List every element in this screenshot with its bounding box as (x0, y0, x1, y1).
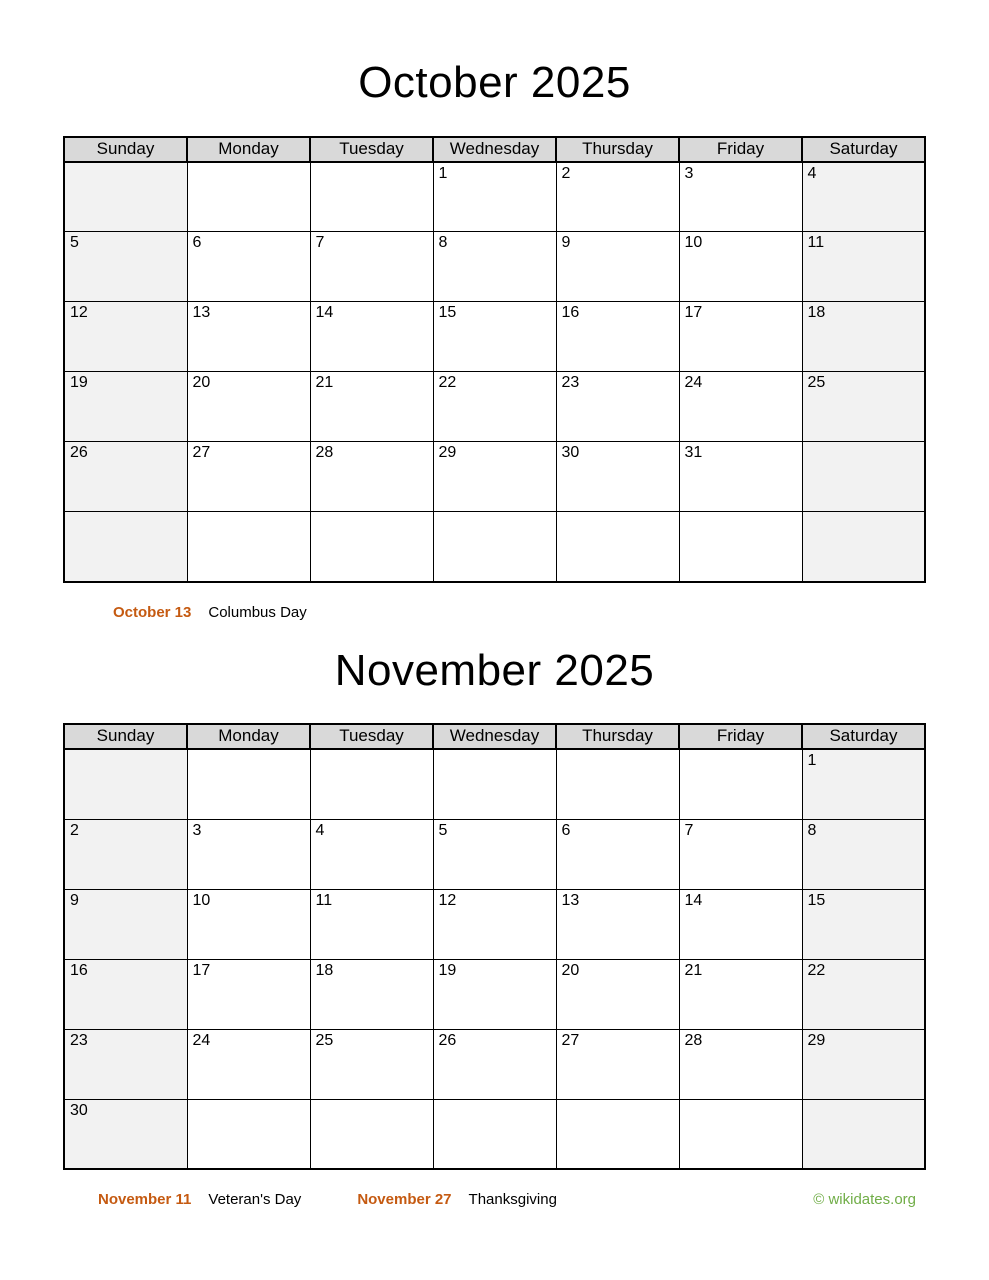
day-cell-20: 20 (187, 372, 310, 442)
day-cell-7: 7 (679, 819, 802, 889)
day-cell-13: 13 (187, 302, 310, 372)
day-header-wednesday: Wednesday (433, 724, 556, 749)
day-cell-25: 25 (310, 1029, 433, 1099)
weekday-header (64, 137, 925, 162)
wikidates-copyright-link[interactable]: © wikidates.org (813, 1191, 916, 1209)
day-cell-22: 22 (433, 372, 556, 442)
day-cell-17: 17 (679, 302, 802, 372)
month-section-november (0, 646, 989, 1210)
day-cell-3: 3 (679, 162, 802, 232)
day-cell-25: 25 (802, 372, 925, 442)
day-cell-20: 20 (556, 959, 679, 1029)
day-cell-6: 6 (556, 819, 679, 889)
day-cell-1: 1 (802, 749, 925, 819)
footer-row (63, 1191, 926, 1209)
holiday-name: Veteran's Day (208, 1191, 302, 1209)
day-cell-empty (433, 749, 556, 819)
holiday-date-label: November 27 (357, 1191, 452, 1209)
day-cell-3: 3 (187, 819, 310, 889)
calendar-grid-november (64, 749, 925, 1169)
day-header-sunday: Sunday (64, 724, 187, 749)
day-cell-8: 8 (433, 232, 556, 302)
month-title-october: October 2025 (358, 58, 631, 107)
week-row (64, 372, 925, 442)
day-cell-28: 28 (679, 1029, 802, 1099)
day-header-monday: Monday (187, 724, 310, 749)
day-cell-2: 2 (556, 162, 679, 232)
day-cell-empty (802, 1099, 925, 1169)
day-cell-21: 21 (310, 372, 433, 442)
day-cell-18: 18 (310, 959, 433, 1029)
day-cell-23: 23 (64, 1029, 187, 1099)
day-cell-28: 28 (310, 442, 433, 512)
day-cell-empty (187, 512, 310, 582)
day-cell-2: 2 (64, 819, 187, 889)
day-cell-10: 10 (679, 232, 802, 302)
week-row (64, 1099, 925, 1169)
day-cell-9: 9 (556, 232, 679, 302)
day-header-wednesday: Wednesday (433, 137, 556, 162)
day-cell-empty (64, 512, 187, 582)
day-header-friday: Friday (679, 724, 802, 749)
day-cell-4: 4 (310, 819, 433, 889)
day-cell-23: 23 (556, 372, 679, 442)
weekday-header-row (64, 137, 925, 162)
day-cell-5: 5 (64, 232, 187, 302)
month-title-november: November 2025 (334, 645, 655, 695)
day-header-friday: Friday (679, 137, 802, 162)
day-cell-10: 10 (187, 889, 310, 959)
day-header-thursday: Thursday (556, 137, 679, 162)
day-cell-empty (310, 512, 433, 582)
holiday-name: Thanksgiving (468, 1191, 557, 1209)
day-header-tuesday: Tuesday (310, 137, 433, 162)
day-cell-29: 29 (802, 1029, 925, 1099)
weekday-header-row (64, 724, 925, 749)
calendar-grid-october (64, 162, 925, 582)
holiday-notes-row-october (63, 604, 926, 622)
holiday-note (98, 1191, 301, 1208)
day-cell-8: 8 (802, 819, 925, 889)
day-cell-18: 18 (802, 302, 925, 372)
day-cell-12: 12 (64, 302, 187, 372)
holiday-notes-november (63, 1191, 557, 1209)
day-cell-22: 22 (802, 959, 925, 1029)
day-cell-9: 9 (64, 889, 187, 959)
week-row (64, 302, 925, 372)
day-cell-empty (310, 749, 433, 819)
day-cell-empty (187, 162, 310, 232)
week-row (64, 819, 925, 889)
day-cell-7: 7 (310, 232, 433, 302)
calendar-table-november (63, 723, 926, 1170)
day-cell-19: 19 (64, 372, 187, 442)
day-cell-empty (679, 749, 802, 819)
day-header-saturday: Saturday (802, 137, 925, 162)
week-row (64, 889, 925, 959)
day-cell-empty (310, 162, 433, 232)
day-cell-16: 16 (556, 302, 679, 372)
day-cell-empty (187, 749, 310, 819)
day-cell-11: 11 (802, 232, 925, 302)
day-cell-30: 30 (556, 442, 679, 512)
day-cell-31: 31 (679, 442, 802, 512)
day-cell-6: 6 (187, 232, 310, 302)
holiday-date-label: October 13 (113, 603, 192, 621)
day-header-tuesday: Tuesday (310, 724, 433, 749)
day-cell-13: 13 (556, 889, 679, 959)
day-cell-19: 19 (433, 959, 556, 1029)
week-row (64, 442, 925, 512)
day-cell-empty (679, 512, 802, 582)
month-section-october (0, 0, 989, 622)
day-cell-empty (64, 162, 187, 232)
day-cell-4: 4 (802, 162, 925, 232)
holiday-notes-october (63, 604, 307, 622)
day-cell-24: 24 (187, 1029, 310, 1099)
holiday-name: Columbus Day (208, 603, 307, 621)
day-cell-empty (556, 512, 679, 582)
day-cell-empty (433, 1099, 556, 1169)
day-cell-empty (433, 512, 556, 582)
day-cell-14: 14 (679, 889, 802, 959)
day-cell-15: 15 (802, 889, 925, 959)
day-header-thursday: Thursday (556, 724, 679, 749)
day-cell-26: 26 (433, 1029, 556, 1099)
day-cell-empty (802, 442, 925, 512)
holiday-note (113, 604, 307, 621)
day-cell-12: 12 (433, 889, 556, 959)
day-header-monday: Monday (187, 137, 310, 162)
week-row (64, 959, 925, 1029)
day-cell-5: 5 (433, 819, 556, 889)
day-cell-15: 15 (433, 302, 556, 372)
day-cell-empty (556, 749, 679, 819)
holiday-note (357, 1191, 557, 1208)
day-cell-empty (679, 1099, 802, 1169)
day-header-saturday: Saturday (802, 724, 925, 749)
week-row (64, 749, 925, 819)
day-cell-26: 26 (64, 442, 187, 512)
day-cell-29: 29 (433, 442, 556, 512)
day-cell-empty (187, 1099, 310, 1169)
day-cell-27: 27 (556, 1029, 679, 1099)
day-cell-16: 16 (64, 959, 187, 1029)
week-row (64, 232, 925, 302)
day-cell-27: 27 (187, 442, 310, 512)
week-row (64, 512, 925, 582)
week-row (64, 1029, 925, 1099)
day-cell-empty (802, 512, 925, 582)
day-cell-empty (556, 1099, 679, 1169)
weekday-header (64, 724, 925, 749)
week-row (64, 162, 925, 232)
calendar-table-october (63, 136, 926, 583)
day-cell-30: 30 (64, 1099, 187, 1169)
holiday-date-label: November 11 (98, 1191, 192, 1209)
day-cell-empty (310, 1099, 433, 1169)
day-cell-21: 21 (679, 959, 802, 1029)
day-cell-empty (64, 749, 187, 819)
day-header-sunday: Sunday (64, 137, 187, 162)
day-cell-1: 1 (433, 162, 556, 232)
day-cell-17: 17 (187, 959, 310, 1029)
day-cell-14: 14 (310, 302, 433, 372)
day-cell-24: 24 (679, 372, 802, 442)
day-cell-11: 11 (310, 889, 433, 959)
